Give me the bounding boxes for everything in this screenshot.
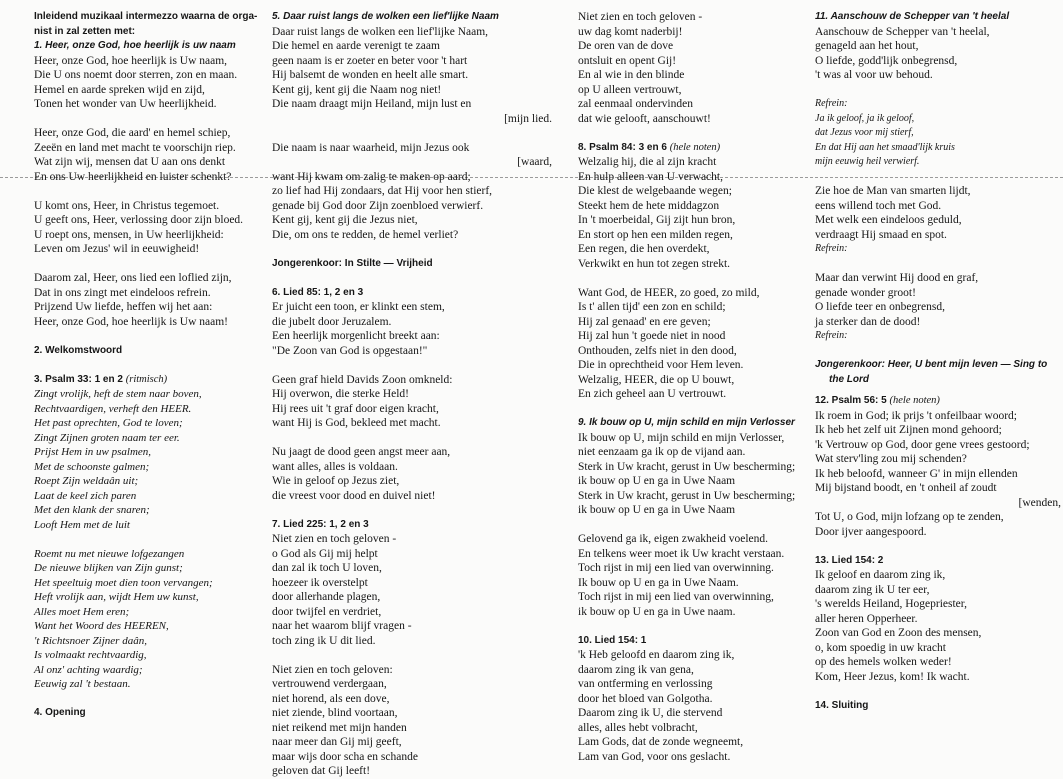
section-14-title: 14. Sluiting bbox=[815, 699, 869, 711]
verse-line: Die, om ons te redden, de hemel verliet? bbox=[272, 228, 459, 241]
verse-line: o God als Gij mij helpt bbox=[272, 547, 378, 560]
verse-line: niet reikend met mijn handen bbox=[272, 721, 407, 734]
verse-line: Al onz' achting waardig; bbox=[34, 663, 143, 676]
verse-line: Leven om Jezus' wil in eeuwigheid! bbox=[34, 243, 200, 255]
verse-line: Zoon van God en Zoon des mensen, bbox=[815, 627, 982, 639]
refrain-line: dat Jezus voor mij stierf, bbox=[815, 127, 914, 138]
verse-line: Heer, onze God, hoe heerlijk is Uw naam, bbox=[34, 54, 228, 67]
verse-line: ik bouw op U en ga in Uwe Naam bbox=[578, 504, 736, 516]
verse-line: Roemt nu met nieuwe lofgezangen bbox=[34, 547, 185, 560]
verse-line: Prijzend Uw liefde, heffen wij het aan: bbox=[34, 301, 213, 313]
verse-line: Hij zal hun 't goede niet in nood bbox=[578, 330, 726, 342]
verse-line: Roept Zijn weldaân uit; bbox=[34, 475, 139, 487]
verse-line: o, kom spoedig in uw kracht bbox=[815, 641, 946, 654]
verse-line: Welzalig, HEER, die op U bouwt, bbox=[578, 373, 735, 386]
verse-line: Alles moet Hem eren; bbox=[34, 605, 130, 618]
refrain-label: Refrein: bbox=[815, 330, 848, 341]
verse-line: genade wonder groot! bbox=[815, 286, 916, 299]
verse-line: En ons Uw heerlijkheid en luister schenkt? bbox=[34, 170, 232, 183]
verse-line: Wat zijn wij, mensen dat U aan ons denkt bbox=[34, 156, 226, 168]
verse-line: dan zal ik toch U loven, bbox=[272, 562, 382, 574]
verse-line: Daar ruist langs de wolken een lief'lijke Naam, bbox=[272, 25, 489, 38]
verse-line: door het bloed van Golgotha. bbox=[578, 692, 713, 705]
verse-line: Zingt Zijnen groten naam ter eer. bbox=[34, 431, 180, 444]
song-6-verse-3 bbox=[272, 445, 552, 503]
verse-line: Die in oprechtheid voor Hem leven. bbox=[578, 359, 744, 371]
verse-line: O liefde, godd'lijk onbegrensd, bbox=[815, 54, 958, 67]
verse-line: Laat de keel zich paren bbox=[34, 489, 137, 502]
verse-line: Rechtvaardigen, verheft den HEER. bbox=[34, 402, 192, 415]
verse-line: Steekt hem de hete middagzon bbox=[578, 199, 720, 212]
column-2 bbox=[272, 10, 552, 779]
verse-line: Zingt vrolijk, heft de stem naar boven, bbox=[34, 388, 202, 400]
verse-line: verdraagt Hij smaad en spot. bbox=[815, 228, 947, 241]
verse-line: Een heerlijk morgenlicht breekt aan: bbox=[272, 330, 440, 342]
verse-line: daarom zing ik van gena, bbox=[578, 663, 694, 676]
verse-line: Niet zien en toch geloven - bbox=[272, 533, 397, 545]
verse-line: Lam van God, voor ons geslacht. bbox=[578, 750, 731, 763]
verse-line: Die klest de welgebaande wegen; bbox=[578, 185, 732, 197]
verse-line: Tonen het wonder van Uw heerlijkheid. bbox=[34, 98, 217, 110]
song-11-verse-2 bbox=[815, 184, 1061, 257]
song-8-verse-2 bbox=[578, 286, 810, 402]
verse-line: naar het waarom blijf vragen - bbox=[272, 620, 412, 632]
verse-line: Want God, de HEER, zo goed, zo mild, bbox=[578, 286, 760, 299]
verse-line: Sterk in Uw kracht, gerust in Uw bescherming; bbox=[578, 460, 796, 473]
verse-line: Die hemel en aarde verenigt te zaam bbox=[272, 40, 440, 52]
verse-line: van ontferming en verlossing bbox=[578, 678, 713, 690]
verse-line: U komt ons, Heer, in Christus tegemoet. bbox=[34, 199, 220, 212]
verse-line: Mij bijstand boodt, en 't onheil af zoudt bbox=[815, 482, 997, 494]
song-9-verse-1 bbox=[578, 431, 810, 518]
column-3 bbox=[578, 10, 810, 764]
verse-line: ontsluit en opent Gij! bbox=[578, 54, 677, 67]
song-3-verse-1 bbox=[34, 387, 270, 532]
verse-line: aller heren Opperheer. bbox=[815, 612, 918, 625]
verse-line: Onthouden, zelfs niet in den dood, bbox=[578, 344, 737, 357]
song-6-verse-2 bbox=[272, 373, 552, 431]
verse-line: ja sterker dan de dood! bbox=[815, 315, 921, 328]
verse-line: Hij balsemt de wonden en heelt alle smart. bbox=[272, 69, 469, 81]
refrain-line: En dat Hij aan het smaad'lijk kruis bbox=[815, 141, 955, 153]
song-13-verse-1 bbox=[815, 568, 1061, 684]
verse-line: Kent gij, kent gij die Jezus niet, bbox=[272, 214, 418, 226]
song-11-title: 11. Aanschouw de Schepper van 't heelal bbox=[815, 11, 1010, 22]
verse-line: Die naam is naar waarheid, mijn Jezus ook bbox=[272, 141, 470, 154]
verse-line: 'k Heb geloofd en daarom zing ik, bbox=[578, 649, 735, 661]
verse-line: geloven dat Gij leeft! bbox=[272, 765, 371, 777]
song-9-title: 9. Ik bouw op U, mijn schild en mijn Verlosser bbox=[578, 417, 795, 428]
verse-line: Met welk een eindeloos geduld, bbox=[815, 214, 962, 226]
song-5-title: 5. Daar ruist langs de wolken een lief'lijke Naam bbox=[272, 11, 499, 22]
verse-line: Welzalig hij, die al zijn kracht bbox=[578, 156, 717, 168]
verse-line: O liefde teer en onbegrensd, bbox=[815, 301, 945, 313]
verse-line: op des hemels wolken weder! bbox=[815, 656, 952, 668]
verse-line: Hij rees uit 't graf door eigen kracht, bbox=[272, 402, 439, 415]
youth-choir-title: Jongerenkoor: In Stilte — Vrijheid bbox=[272, 257, 433, 269]
verse-line: maar wijs door scha en schande bbox=[272, 750, 418, 763]
verse-line: Is volmaakt rechtvaardig, bbox=[34, 649, 147, 661]
section-4-title: 4. Opening bbox=[34, 707, 86, 718]
intro-line-1: Inleidend muzikaal intermezzo waarna de orga- bbox=[34, 11, 258, 22]
verse-line: Eeuwig zal 't bestaan. bbox=[34, 678, 131, 690]
refrain-line: mijn eeuwig heil verwierf. bbox=[815, 156, 920, 167]
song-6-verse-1 bbox=[272, 300, 552, 358]
song-13-title: 13. Lied 154: 2 bbox=[815, 554, 884, 566]
verse-line: toch zing ik U dit lied. bbox=[272, 634, 376, 647]
verse-line: Hemel en aarde spreken wijd en zijd, bbox=[34, 83, 205, 96]
verse-line: En telkens weer moet ik Uw kracht verstaan. bbox=[578, 547, 785, 560]
verse-line: Geen graf hield Davids Zoon omkneld: bbox=[272, 373, 453, 386]
verse-line: door allerhande plagen, bbox=[272, 591, 381, 603]
verse-line: Hij zal genaad' en ere geven; bbox=[578, 315, 711, 328]
verse-line: Lam Gods, dat de zonde wegneemt, bbox=[578, 736, 744, 748]
verse-line: Ik heb het zelf uit Zijnen mond gehoord; bbox=[815, 424, 1002, 436]
song-8-verse-1 bbox=[578, 155, 810, 271]
youth-choir-2-title: Jongerenkoor: Heer, U bent mijn leven — Sing to the Lord bbox=[815, 359, 1048, 385]
song-11-verse-3 bbox=[815, 271, 1061, 344]
verse-line: daarom zing ik U ter eer, bbox=[815, 583, 930, 596]
song-8-title: 8. Psalm 84: 3 en 6 (hele noten) bbox=[578, 141, 721, 153]
verse-line: want Hij kwam om zalig te maken op aard; bbox=[272, 170, 471, 183]
song-5-verse-2 bbox=[272, 141, 552, 243]
verse-line: Die naam draagt mijn Heiland, mijn lust en bbox=[272, 98, 472, 110]
song-1-verse-4 bbox=[34, 271, 270, 329]
verse-line: 't was al voor uw behoud. bbox=[815, 69, 933, 81]
song-7-verse-3 bbox=[578, 10, 810, 126]
verse-line: Ik geloof en daarom zing ik, bbox=[815, 569, 946, 581]
song-5-verse-1 bbox=[272, 25, 552, 127]
verse-line: Niet zien en toch geloven - bbox=[578, 11, 703, 23]
refrain-label: Refrein: bbox=[815, 243, 848, 254]
refrain-label: Refrein: bbox=[815, 98, 848, 109]
verse-line-continuation: [waard, bbox=[517, 156, 552, 168]
refrain-line: Ja ik geloof, ja ik geloof, bbox=[815, 112, 915, 124]
verse-line: naar meer dan Gij mij geeft, bbox=[272, 736, 402, 748]
intro-heading bbox=[34, 10, 270, 39]
verse-line: ik bouw op U en ga in Uwe naam. bbox=[578, 605, 736, 618]
verse-line: Daarom zing ik U, die stervend bbox=[578, 707, 723, 719]
song-7-verse-2 bbox=[272, 663, 552, 779]
verse-line: De oren van de dove bbox=[578, 40, 674, 52]
verse-line: Met de schoonste galmen; bbox=[34, 460, 150, 473]
verse-line: In 't moerbeidal, Gij zijt hun bron, bbox=[578, 214, 736, 226]
verse-line: Ik heb beloofd, wanneer G' in mijn ellenden bbox=[815, 467, 1018, 480]
verse-line: dat wie gelooft, aanschouwt! bbox=[578, 112, 711, 125]
verse-line: alles, alles hebt volbracht, bbox=[578, 721, 698, 734]
verse-line: door twijfel en verdriet, bbox=[272, 605, 382, 618]
song-12-title: 12. Psalm 56: 5 (hele noten) bbox=[815, 395, 940, 406]
verse-line: Aanschouw de Schepper van 't heelal, bbox=[815, 25, 990, 38]
verse-line: "De Zoon van God is opgestaan!" bbox=[272, 344, 428, 357]
verse-line: Wat sterv'ling zou mij schenden? bbox=[815, 453, 967, 465]
verse-line: niet ziende, blind voortaan, bbox=[272, 707, 398, 719]
song-3-title: 3. Psalm 33: 1 en 2 (ritmisch) bbox=[34, 373, 168, 385]
verse-line: Dat in ons zingt met eindeloos refrein. bbox=[34, 286, 211, 299]
song-1-verse-2 bbox=[34, 126, 270, 184]
verse-line: die vreest voor dood en duivel niet! bbox=[272, 489, 436, 502]
song-3-verse-2 bbox=[34, 547, 270, 692]
verse-line: Ik bouw op U, mijn schild en mijn Verlosser, bbox=[578, 431, 785, 444]
verse-line: 's werelds Heiland, Hogepriester, bbox=[815, 598, 968, 610]
song-1-title: 1. Heer, onze God, hoe heerlijk is uw naam bbox=[34, 40, 236, 51]
verse-line: 't Richtsnoer Zijner daân, bbox=[34, 634, 147, 647]
verse-line: En zich geheel aan U vertrouwt. bbox=[578, 388, 727, 400]
verse-line: Maar dan verwint Hij dood en graf, bbox=[815, 272, 979, 284]
verse-line: Er juicht een toon, er klinkt een stem, bbox=[272, 301, 445, 313]
verse-line: want alles, alles is voldaan. bbox=[272, 460, 398, 473]
verse-line: Want het Woord des HEEREN, bbox=[34, 620, 169, 632]
verse-line: Niet zien en toch geloven: bbox=[272, 663, 393, 676]
verse-line: want Hij is God, bekleed met macht. bbox=[272, 417, 441, 429]
verse-line: Heer, onze God, hoe heerlijk is Uw naam! bbox=[34, 315, 229, 328]
verse-line: zal eenmaal ondervinden bbox=[578, 98, 693, 110]
verse-line: Is t' allen tijd' een zon en schild; bbox=[578, 301, 726, 313]
verse-line: Zie hoe de Man van smarten lijdt, bbox=[815, 185, 971, 197]
verse-line: Ik bouw op U en ga in Uwe Naam. bbox=[578, 576, 739, 589]
verse-line-continuation: [mijn lied. bbox=[504, 112, 552, 125]
verse-line: Door ijver aangespoord. bbox=[815, 525, 927, 538]
verse-line: Ik roem in God; ik prijs 't onfeilbaar woord; bbox=[815, 409, 1018, 422]
verse-line: Het past oprechten, God te loven; bbox=[34, 417, 183, 429]
verse-line: genageld aan het hout, bbox=[815, 40, 919, 52]
verse-line-continuation: [wenden, bbox=[1018, 496, 1061, 509]
verse-line: U roept ons, mensen, in Uw heerlijkheid: bbox=[34, 228, 224, 241]
verse-line: Verkwikt en hun tot zegen strekt. bbox=[578, 257, 731, 270]
verse-line: ik bouw op U en ga in Uwe Naam bbox=[578, 475, 736, 487]
song-1-verse-1 bbox=[34, 54, 270, 112]
verse-line: Kent gij, kent gij die Naam nog niet! bbox=[272, 83, 442, 96]
column-4 bbox=[815, 10, 1061, 713]
verse-line: Toch rijst in mij een lied van overwinning. bbox=[578, 562, 774, 574]
verse-line: En stort op hen een milden regen, bbox=[578, 228, 733, 241]
song-12-verse-1 bbox=[815, 409, 1061, 540]
verse-line: Nu jaagt de dood geen angst meer aan, bbox=[272, 446, 451, 458]
verse-line: Toch rijst in mij een lied van overwinning, bbox=[578, 591, 774, 603]
verse-line: Kom, Heer Jezus, kom! Ik wacht. bbox=[815, 670, 970, 683]
verse-line: Tot U, o God, mijn lofzang op te zenden, bbox=[815, 511, 1004, 523]
song-9-verse-2 bbox=[578, 532, 810, 619]
verse-line: Het speeltuig moet dien toon vervangen; bbox=[34, 576, 213, 589]
verse-line: Gelovend ga ik, eigen zwakheid voelend. bbox=[578, 533, 769, 545]
song-10-title: 10. Lied 154: 1 bbox=[578, 634, 647, 646]
verse-line: geen naam is er zoeter en beter voor 't hart bbox=[272, 54, 468, 67]
verse-line: Wie in geloof op Jezus ziet, bbox=[272, 475, 400, 487]
verse-line: Heft vrolijk aan, wijdt Hem uw kunst, bbox=[34, 591, 199, 603]
verse-line: hoezeer ik overstelpt bbox=[272, 576, 368, 589]
song-10-verse-1 bbox=[578, 648, 810, 764]
song-7-title: 7. Lied 225: 1, 2 en 3 bbox=[272, 518, 369, 530]
verse-line: En al wie in den blinde bbox=[578, 69, 685, 81]
verse-line: En hulp alleen van U verwacht, bbox=[578, 170, 723, 183]
verse-line: niet horend, als een dove, bbox=[272, 692, 390, 705]
verse-line: Looft Hem met de luit bbox=[34, 518, 130, 531]
verse-line: Met den klank der snaren; bbox=[34, 504, 150, 516]
verse-line: genade bij God door Zijn zoenbloed verwierf. bbox=[272, 199, 484, 212]
verse-line: Daarom zal, Heer, ons lied een loflied zijn, bbox=[34, 272, 232, 284]
song-1-verse-3 bbox=[34, 199, 270, 257]
verse-line: Die U ons noemt door sterren, zon en maan. bbox=[34, 69, 238, 81]
verse-line: Hij overwon, die sterke Held! bbox=[272, 388, 410, 400]
verse-line: Zeeën en land met macht te voorschijn riep. bbox=[34, 141, 236, 154]
verse-line: De nieuwe blijken van Zijn gunst; bbox=[34, 562, 183, 574]
verse-line: op U alleen vertrouwt, bbox=[578, 83, 682, 96]
verse-line: die jubelt door Jeruzalem. bbox=[272, 315, 392, 328]
song-6-title: 6. Lied 85: 1, 2 en 3 bbox=[272, 286, 364, 298]
verse-line: niet eenzaam ga ik op de vijand aan. bbox=[578, 446, 746, 458]
verse-line: eens willend toch met God. bbox=[815, 199, 942, 212]
refrain bbox=[815, 97, 1061, 170]
song-7-verse-1 bbox=[272, 532, 552, 648]
verse-line: Sterk in Uw kracht, gerust in Uw bescherming; bbox=[578, 489, 796, 502]
verse-line: Prijst Hem in uw psalmen, bbox=[34, 446, 152, 458]
verse-line: Heer, onze God, die aard' en hemel schiep, bbox=[34, 127, 231, 139]
verse-line: vertrouwend verdergaan, bbox=[272, 678, 387, 690]
verse-line: U geeft ons, Heer, verlossing door zijn bloed. bbox=[34, 214, 244, 226]
verse-line: zo lief had Hij zondaars, dat Hij voor hen stierf, bbox=[272, 185, 493, 197]
song-11-verse-1 bbox=[815, 25, 1061, 83]
verse-line: Een regen, die hen overdekt, bbox=[578, 243, 710, 255]
intro-line-2: nist in zal zetten met: bbox=[34, 25, 136, 37]
section-2-title: 2. Welkomstwoord bbox=[34, 344, 123, 356]
column-1 bbox=[34, 10, 270, 721]
verse-line: uw dag komt naderbij! bbox=[578, 25, 683, 38]
verse-line: 'k Vertrouw op God, door gene vrees gestoord; bbox=[815, 438, 1030, 451]
